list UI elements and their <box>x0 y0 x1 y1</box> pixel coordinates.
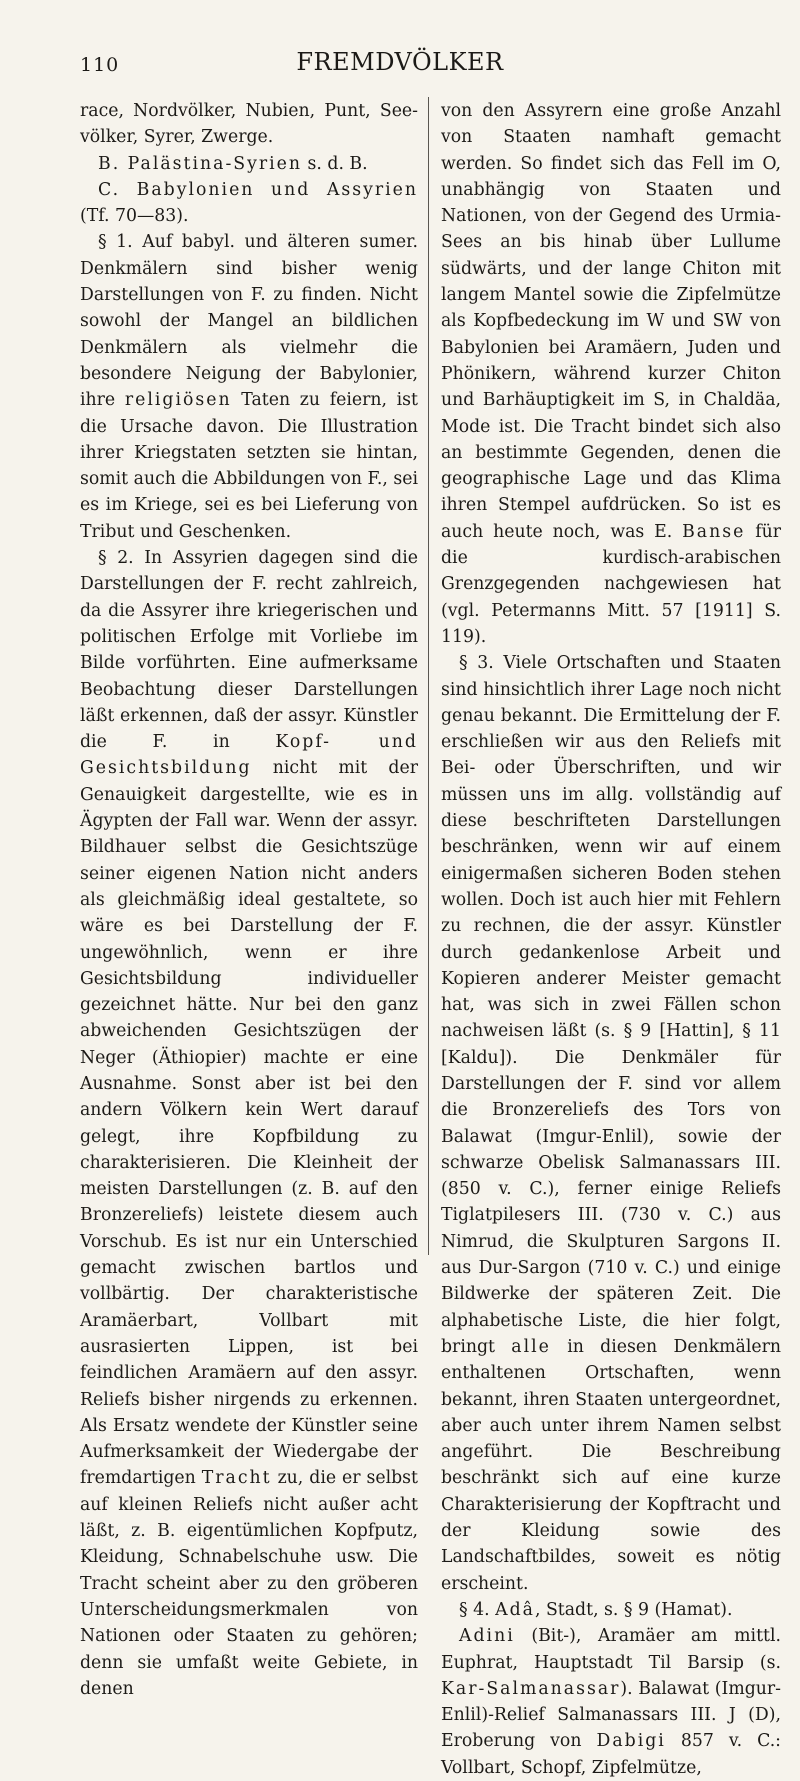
text-run: § 1. Auf babyl. und älteren sumer. Denkmälern sind bisher wenig Darstellungen von F. zu finden. Nicht sowohl der Mangel an bildlichen Denkmälern als vielmehr die besondere Neigung der Babylonier, ihre <box>80 232 418 411</box>
text-run: in diesen Denkmälern enthaltenen Ortschaften, wenn bekannt, ihren Staaten untergeordnet, aber auch unter ihrem Namen selbst angeführt. Die Beschreibung beschränkt sich auf eine kurze Charakterisierung der Kopftracht und der Kleidung sowie des Landschaftbildes, soweit es nötig erscheint. <box>441 1336 782 1594</box>
section-b-ref: s. d. B. <box>302 153 368 174</box>
text-run: zu, die er selbst auf kleinen Reliefs nicht außer acht läßt, z. B. eigentümlichen Kopfputz, Kleidung, Schnabelschuhe usw. Die Tracht scheint aber zu den gröberen Unterscheidungsmerkmalen von Nationen oder Staaten zu gehören; denn sie umfaßt weite Gebiete, in denen <box>80 1468 418 1699</box>
section-heading-c: C. Babylonien und Assyrien <box>98 179 418 200</box>
paragraph-section-1 <box>80 229 418 545</box>
left-column <box>80 98 418 1702</box>
spaced-term: alle <box>511 1336 551 1357</box>
text-run: für die kurdisch-arabischen Grenzgegenden nachgewiesen hat (vgl. Petermanns Mitt. 57 [1911] S. 119). <box>441 521 781 647</box>
text-run: 857 v. C.: Vollbart, Schopf, Zipfelmütze, <box>441 1731 782 1778</box>
text-run: , Stadt, s. § 9 (Hamat). <box>534 1599 733 1620</box>
paragraph-peoples-list: race, Nordvölker, Nubien, Punt, See-völker, Syrer, Zwerge. <box>80 101 418 148</box>
page-number: 110 <box>80 54 120 76</box>
spaced-term: Kopf- und Gesichtsbildung <box>80 732 418 779</box>
running-head: FREMDVÖLKER <box>296 48 504 76</box>
text-run: von den Assyrern eine große Anzahl von Staaten namhaft gemacht werden. So findet sich das Fell im O, unabhängig von Staaten und Nationen, von der Gegend des Urmia-Sees an bis hinab über Lullume südwärts, und der lange Chiton mit langem Mantel sowie die Zipfelmütze als Kopfbedeckung im W und SW von Babylonien bei Aramäern, Juden und Phönikern, während kurzer Chiton und Barhäuptigkeit im S, in Chaldäa, Mode ist. Die Tracht bindet sich also an bestimmte Gegenden, denen die geographische Lage und das Klima ihren Stempel aufdrücken. So ist es auch heute noch, was E. <box>441 101 781 542</box>
text-run: nicht mit der Genauigkeit dargestellte, wie es in Ägypten der Fall war. Wenn der assyr. Bildhauer selbst die Gesichtszüge seiner eigenen Nation nicht anders als gleichmäßig ideal gestaltete, so wäre es bei Darstellung der F. ungewöhnlich, wenn er ihre Gesichtsbildung individueller gezeichnet hätte. Nur bei den ganz abweichenden Gesichtszügen der Neger (Äthiopier) machte er eine Ausnahme. Sonst aber ist bei den andern Völkern kein Wert darauf gelegt, ihre Kopfbildung zu charakterisieren. Die Kleinheit der meisten Darstellungen (z. B. auf den Bronzereliefs) leistete diesem auch Vorschub. Es ist nur ein Unterschied gemacht zwischen bartlos und vollbärtig. Der charakteristische Aramäerbart, Vollbart mit ausrasierten Lippen, ist bei feindlichen Aramäern auf den assyr. Reliefs bisher nirgends zu erkennen. Als Ersatz wendete der Künstler seine Aufmerksamkeit der Wiedergabe der fremdartigen <box>80 758 418 1489</box>
paragraph-section-3 <box>441 650 781 1597</box>
spaced-term: Banse <box>682 521 746 542</box>
text-run: § 3. Viele Ortschaften und Staaten sind hinsichtlich ihrer Lage noch nicht genau bekannt. Die Ermittelung der F. erschließen wir aus den Reliefs mit Bei- oder Überschriften, und wir müssen uns im allg. vollständig auf diese beschrifteten Darstellungen beschränken, wenn wir auf einem einigermaßen sicheren Boden stehen wollen. Doch ist auch hier mit Fehlern zu rechnen, die der assyr. Künstler durch gedankenlose Arbeit und Kopieren anderer Meister gemacht hat, was sich in zwei Fällen schon nachweisen läßt (s. § 9 [Hattin], § 11 [Kaldu]). Die Denkmäler für Darstellungen der F. sind vor allem die Bronzereliefs des Tors von Balawat (Imgur-Enlil), sowie der schwarze Obelisk Salmanassars III. (850 v. C.), ferner einige Reliefs Tiglatpilesers III. (730 v. C.) aus Nimrud, die Skulpturen Sargons II. aus Dur-Sargon (710 v. C.) und einige Bildwerke der späteren Zeit. Die alphabetische Liste, die hier folgt, bringt <box>441 653 781 1357</box>
entry-term: Adini <box>459 1626 515 1647</box>
right-column <box>441 98 781 1781</box>
section-c-ref: (Tf. 70—83). <box>80 206 189 227</box>
section-heading-b: B. Palästina-Syrien <box>98 153 303 174</box>
page-header <box>0 48 800 88</box>
text-run: Taten zu feiern, ist die Ursache davon. Die Illustration ihrer Kriegstaten setzten sie hintan, somit auch die Abbildungen von F., sei es im Kriege, sei es bei Lieferung von Tribut und Geschenken. <box>80 390 418 542</box>
paragraph-section-b <box>80 151 418 177</box>
text-run: § 4. <box>459 1599 496 1620</box>
entry-term: Adâ <box>495 1599 535 1620</box>
column-divider <box>428 97 429 1255</box>
spaced-term: Tracht <box>201 1468 272 1489</box>
text-run: § 2. In Assyrien dagegen sind die Darstellungen der F. recht zahlreich, da die Assyrer ihre kriegerischen und politischen Erfolge mit Vorliebe im Bilde vorführten. Eine aufmerksame Beobachtung dieser Darstellungen läßt erkennen, daß der assyr. Künstler die F. in <box>80 548 418 753</box>
paragraph-entry-adini <box>441 1623 781 1781</box>
spaced-term: Dabigi <box>596 1731 666 1752</box>
text-run: (Bit-), Aramäer am mittl. Euphrat, Hauptstadt Til Barsip (s. <box>441 1626 781 1673</box>
paragraph-section-c <box>80 177 418 230</box>
text-run: ). Balawat (Imgur-Enlil)-Relief Salmanassars III. J (D), Eroberung von <box>441 1678 781 1752</box>
spaced-term: religiösen <box>124 390 232 411</box>
paragraph-section-2 <box>80 545 418 1702</box>
paragraph-continued <box>441 98 781 650</box>
spaced-term: Kar-Salmanassar <box>441 1678 621 1699</box>
paragraph-section-4 <box>441 1597 781 1623</box>
